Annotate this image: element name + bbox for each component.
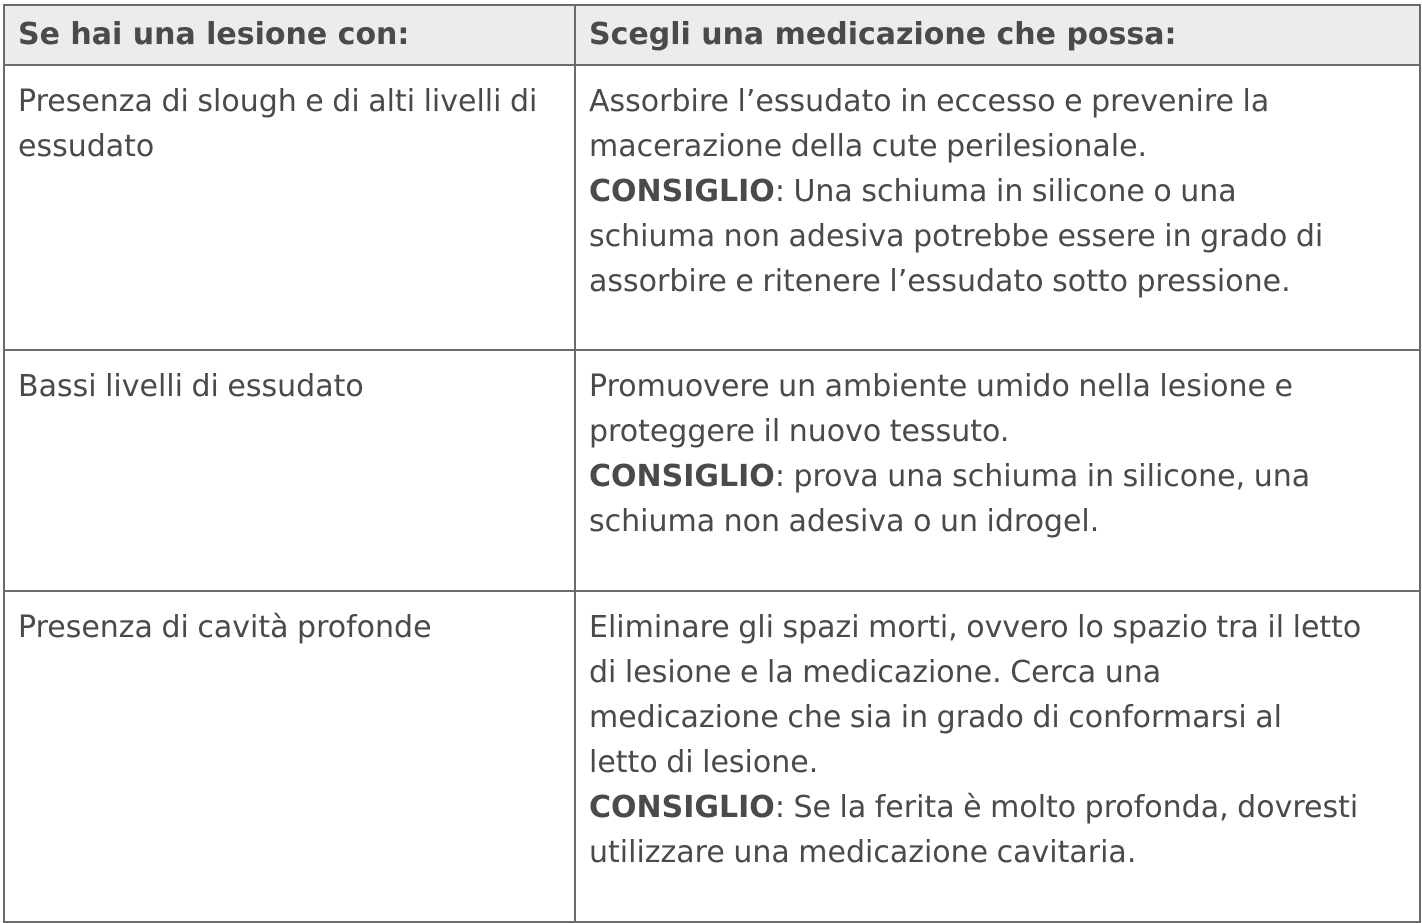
tip-line: utilizzare una medicazione cavitaria.	[589, 835, 1137, 870]
dressing-cell	[575, 350, 1420, 591]
tip-label: CONSIGLIO	[589, 790, 775, 825]
tip-line	[589, 454, 1411, 499]
tip-text: : Se la ferita è molto profonda, dovresti	[774, 790, 1359, 825]
action-line: macerazione della cute perilesionale.	[589, 129, 1148, 164]
action-line: di lesione e la medicazione. Cerca una	[589, 655, 1162, 690]
action-line: Eliminare gli spazi morti, ovvero lo spazio tra il letto	[589, 610, 1362, 645]
condition-cell	[4, 591, 575, 922]
tip-line	[589, 785, 1411, 830]
tip-text: : Una schiuma in silicone o una	[774, 174, 1237, 209]
tip-line: schiuma non adesiva potrebbe essere in grado di	[589, 219, 1324, 254]
tip-line: schiuma non adesiva o un idrogel.	[589, 504, 1100, 539]
tip-line: assorbire e ritenere l’essudato sotto pressione.	[589, 264, 1291, 299]
tip-label: CONSIGLIO	[589, 174, 775, 209]
header-dressing: Scegli una medicazione che possa:	[575, 5, 1420, 65]
table-header-row	[4, 5, 1420, 65]
action-line: proteggere il nuovo tessuto.	[589, 414, 1010, 449]
action-line: letto di lesione.	[589, 745, 819, 780]
condition-line: Presenza di slough e di alti livelli di	[18, 84, 538, 119]
condition-cell	[4, 65, 575, 350]
dressing-cell	[575, 591, 1420, 922]
action-line: Promuovere un ambiente umido nella lesione e	[589, 369, 1293, 404]
dressing-guide-table	[3, 4, 1421, 923]
condition-line: Bassi livelli di essudato	[18, 369, 364, 404]
action-line: Assorbire l’essudato in eccesso e prevenire la	[589, 84, 1270, 119]
tip-text: : prova una schiuma in silicone, una	[774, 459, 1311, 494]
table-row	[4, 65, 1420, 350]
tip-label: CONSIGLIO	[589, 459, 775, 494]
condition-line: Presenza di cavità profonde	[18, 610, 432, 645]
header-condition: Se hai una lesione con:	[4, 5, 575, 65]
dressing-cell	[575, 65, 1420, 350]
condition-cell	[4, 350, 575, 591]
condition-line: essudato	[18, 129, 155, 164]
tip-line	[589, 169, 1411, 214]
table-row	[4, 350, 1420, 591]
table-row	[4, 591, 1420, 922]
action-line: medicazione che sia in grado di conformarsi al	[589, 700, 1283, 735]
